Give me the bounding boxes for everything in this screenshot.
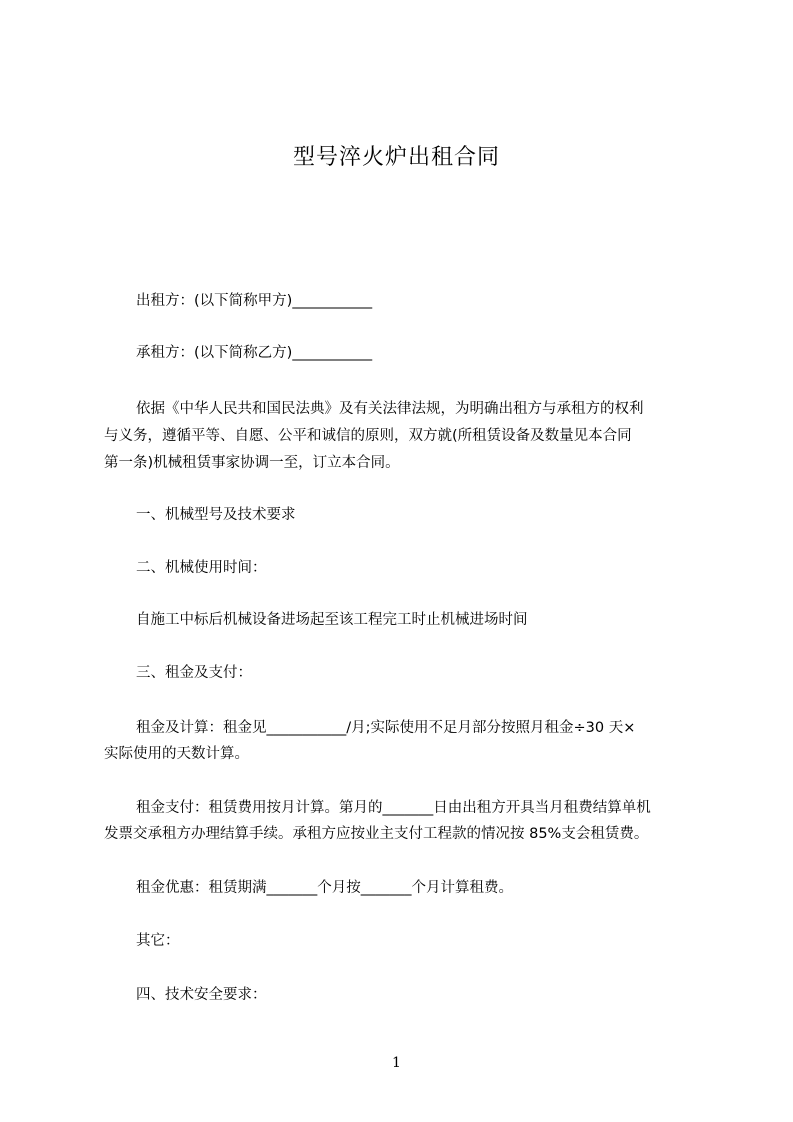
usage-time-text: 自施工中标后机械设备进场起至该工程完工时止机械进场时间 xyxy=(136,612,528,628)
rent-pay-line-1: 租金支付：租赁费用按月计算。第月的_______日由出租方开具当月租费结算单机 xyxy=(136,800,651,816)
other-heading: 其它： xyxy=(136,933,180,949)
page-title: 型号淬火炉出租合同 xyxy=(292,145,500,170)
preamble-line-3: 第一条)机械租赁事家协调一至，订立本合同。 xyxy=(104,455,400,471)
preamble-line-2: 与义务，遵循平等、自愿、公平和诚信的原则，双方就(所租赁设备及数量见本合同 xyxy=(104,428,632,444)
section-2-heading: 二、机械使用时间： xyxy=(136,560,267,576)
rent-calc-line-2: 实际使用的天数计算。 xyxy=(104,746,249,762)
lessee-line: 承租方：(以下简称乙方)___________ xyxy=(136,345,373,361)
rent-discount-text: 租金优惠：租赁期满_______个月按_______个月计算租费。 xyxy=(136,880,513,896)
section-1-heading: 一、机械型号及技术要求 xyxy=(136,507,296,523)
section-4-heading: 四、技术安全要求： xyxy=(136,987,267,1003)
lessor-line: 出租方：(以下简称甲方)___________ xyxy=(136,293,373,309)
page-number: 1 xyxy=(392,1055,401,1071)
section-3-heading: 三、租金及支付： xyxy=(136,665,252,681)
rent-pay-line-2: 发票交承租方办理结算手续。承租方应按业主支付工程款的情况按 85%支会租赁费。 xyxy=(104,826,649,842)
preamble-line-1: 依据《中华人民共和国民法典》及有关法律法规，为明确出租方与承租方的权利 xyxy=(136,401,644,417)
rent-calc-line-1: 租金及计算：租金见___________/月;实际使用不足月部分按照月租金÷30 天× xyxy=(136,720,636,736)
